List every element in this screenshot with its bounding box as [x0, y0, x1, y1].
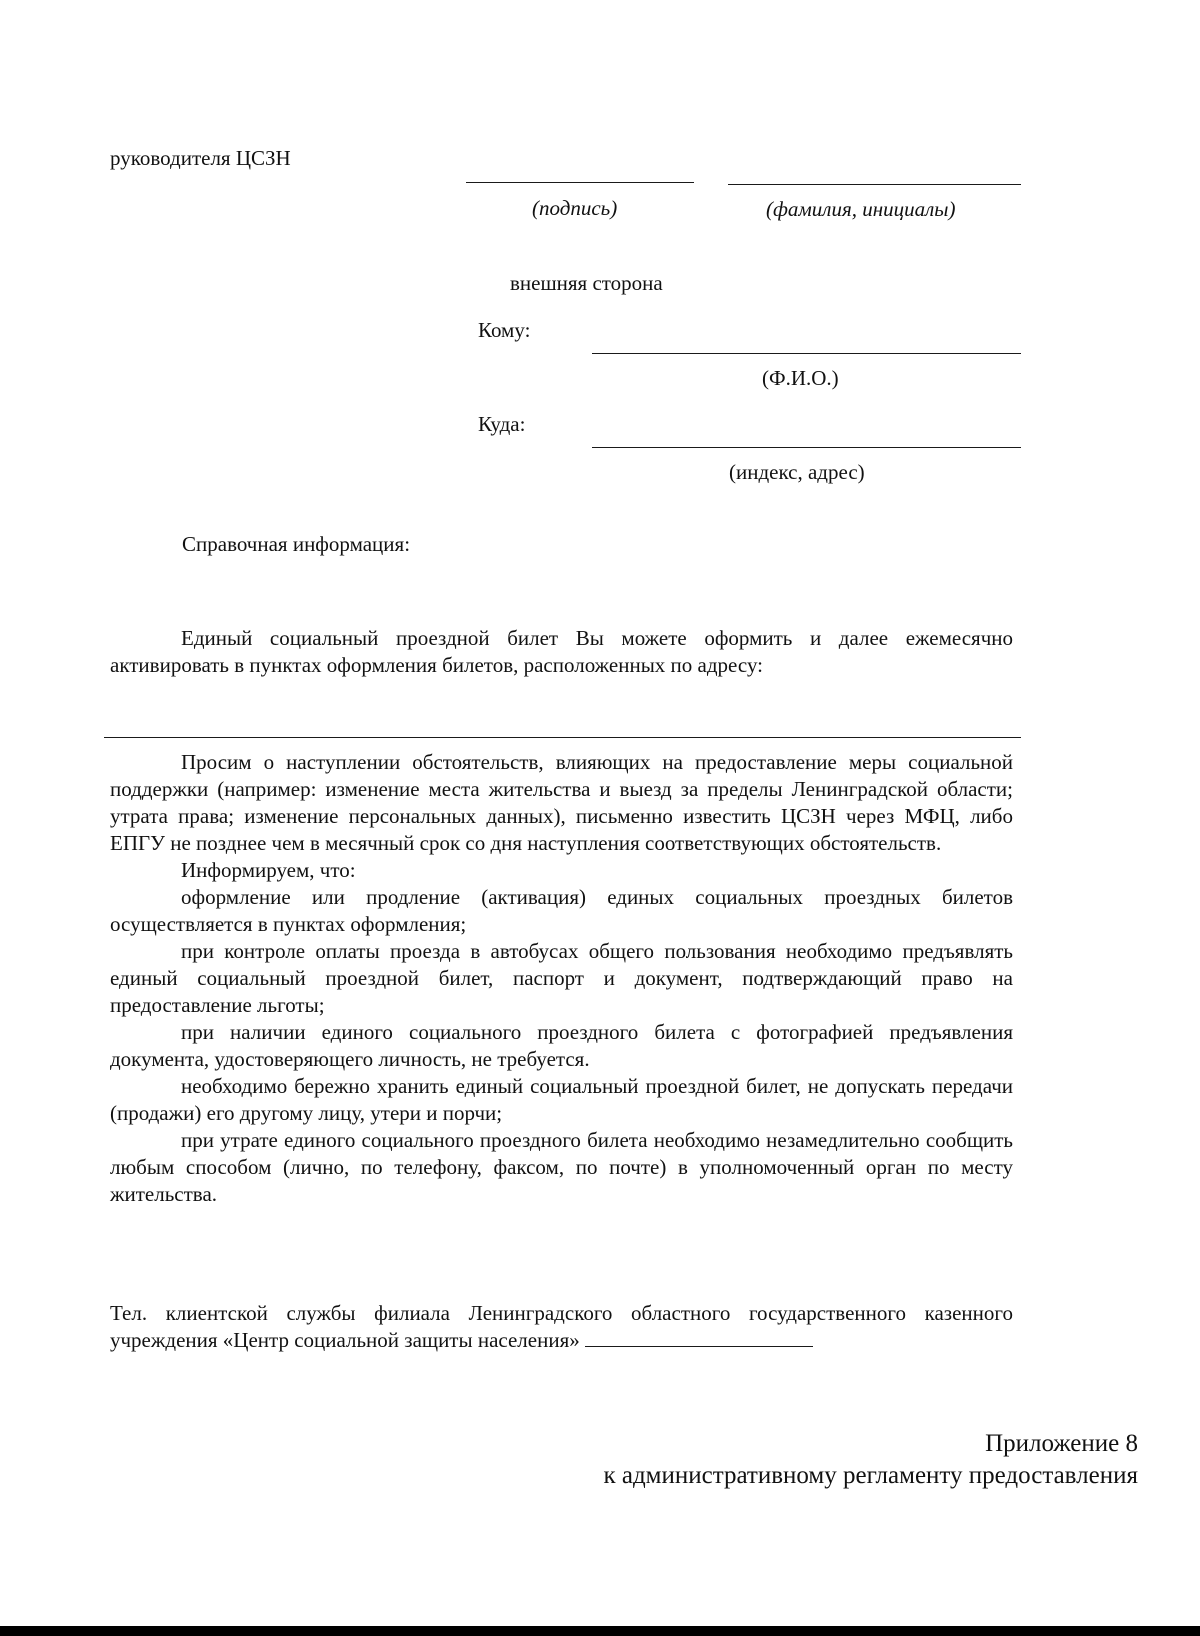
to-label: Кому: [478, 318, 531, 342]
signature-line [466, 182, 694, 183]
list-item: при утрате единого социального проездного билета необходимо незамедлительно сообщить любым способом (лично, по телефону, факсом, по почте) в уполномоченный орган по месту жительства. [110, 1128, 1013, 1206]
phone-text: Тел. клиентской службы филиала Ленинградского областного государственного казенного учреждения «Центр социальной защиты населения» [110, 1301, 1013, 1352]
appendix-subtitle: к административному регламенту предоставления [603, 1462, 1138, 1489]
list-item: при контроле оплаты проезда в автобусах общего пользования необходимо предъявлять единый социальный проездной билет, паспорт и документ, подтверждающий право на предоставление льготы; [110, 939, 1013, 1017]
phone-blank-line [585, 1330, 813, 1347]
recipient-line [592, 353, 1021, 354]
address-line [592, 447, 1021, 448]
reference-title: Справочная информация: [182, 532, 411, 556]
scan-edge-bar [0, 1626, 1200, 1636]
inform-intro: Информируем, что: [181, 858, 356, 882]
address-caption: (индекс, адрес) [729, 460, 865, 484]
notice-block [110, 749, 1013, 1208]
list-item: оформление или продление (активация) единых социальных проездных билетов осуществляется в пунктах оформления; [110, 885, 1013, 936]
appendix-title: Приложение 8 [985, 1430, 1138, 1457]
name-caption: (фамилия, инициалы) [766, 197, 956, 221]
phone-paragraph [110, 1300, 1013, 1354]
name-line [728, 184, 1021, 185]
request-paragraph: Просим о наступлении обстоятельств, влияющих на предоставление меры социальной поддержки (например: изменение места жительства и выезд за пределы Ленинградской области; утрата права; изменение персональных данных), письменно известить ЦСЗН через МФЦ, либо ЕПГУ не позднее чем в месячный срок со дня наступления соответствующих обстоятельств. [110, 750, 1013, 855]
signature-caption: (подпись) [532, 196, 618, 220]
separator-line [104, 737, 1021, 738]
list-item: при наличии единого социального проездного билета с фотографией предъявления документа, удостоверяющего личность, не требуется. [110, 1020, 1013, 1071]
list-item: необходимо бережно хранить единый социальный проездной билет, не допускать передачи (продажи) его другому лицу, утери и порчи; [110, 1074, 1013, 1125]
head-label: руководителя ЦСЗН [110, 146, 291, 170]
ticket-paragraph: Единый социальный проездной билет Вы можете оформить и далее ежемесячно активировать в пунктах оформления билетов, расположенных по адресу: [110, 626, 1013, 677]
where-label: Куда: [478, 412, 526, 436]
envelope-side-label: внешняя сторона [510, 271, 663, 295]
fio-caption: (Ф.И.О.) [762, 366, 839, 390]
